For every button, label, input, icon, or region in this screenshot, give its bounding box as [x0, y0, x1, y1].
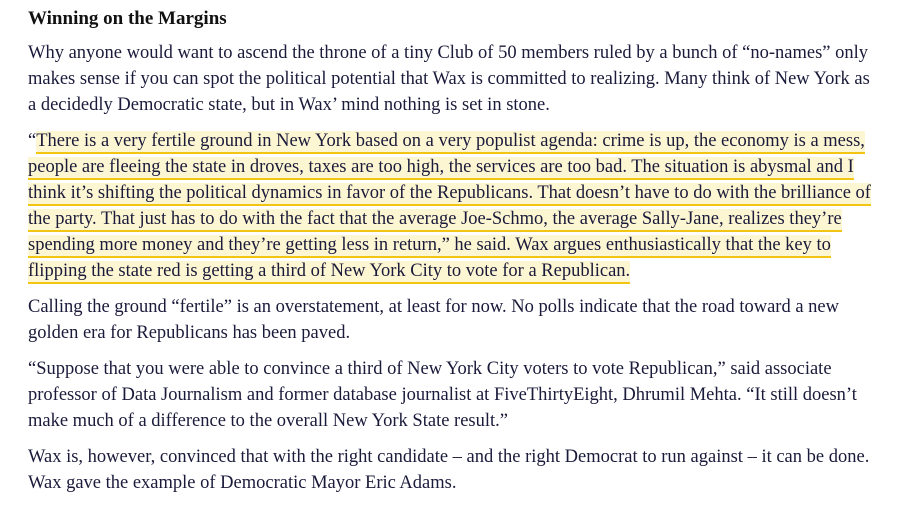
paragraph-conclusion: Wax is, however, convinced that with the right candidate – and the right Democrat to run against – it can be done. Wax gave the example of Democratic Mayor Eric Adams. [28, 447, 870, 493]
paragraph-intro: Why anyone would want to ascend the throne of a tiny Club of 50 members ruled by a bunch of “no-names” only makes sense if you can spot the political potential that Wax is committed to realizing. Many think of New York as a decidedly Democratic state, but in Wax’ mind nothing is set in stone. [28, 43, 870, 115]
paragraph-highlighted-quote [28, 128, 880, 284]
section-heading: Winning on the Margins [28, 8, 227, 29]
article-body [28, 6, 880, 506]
opening-quote-mark: “ [28, 131, 37, 151]
paragraph-fertile: Calling the ground “fertile” is an overstatement, at least for now. No polls indicate that the road toward a new golden era for Republicans has been paved. [28, 297, 840, 343]
text-highlight[interactable]: There is a very fertile ground in New York based on a very populist agenda: crime is up, the economy is a mess, people are fleeing the state in droves, taxes are too high, the services are too bad. The situation is abysmal and I think it’s shifting the political dynamics in favor of the Republicans. That doesn’t have to do with the brilliance of the party. That just has to do with the fact that the average Joe-Schmo, the average Sally-Jane, realizes they’re spending more money and they’re getting less in return,” he said. Wax argues enthusiastically that the key to flipping the state red is getting a third of New York City to vote for a Republican. [28, 131, 871, 284]
paragraph-mehta-quote: “Suppose that you were able to convince a third of New York City voters to vote Republican,” said associate professor of Data Journalism and former database journalist at FiveThirtyEight, Dhrumil Mehta. “It still doesn’t make much of a difference to the overall New York State result.” [28, 359, 857, 431]
